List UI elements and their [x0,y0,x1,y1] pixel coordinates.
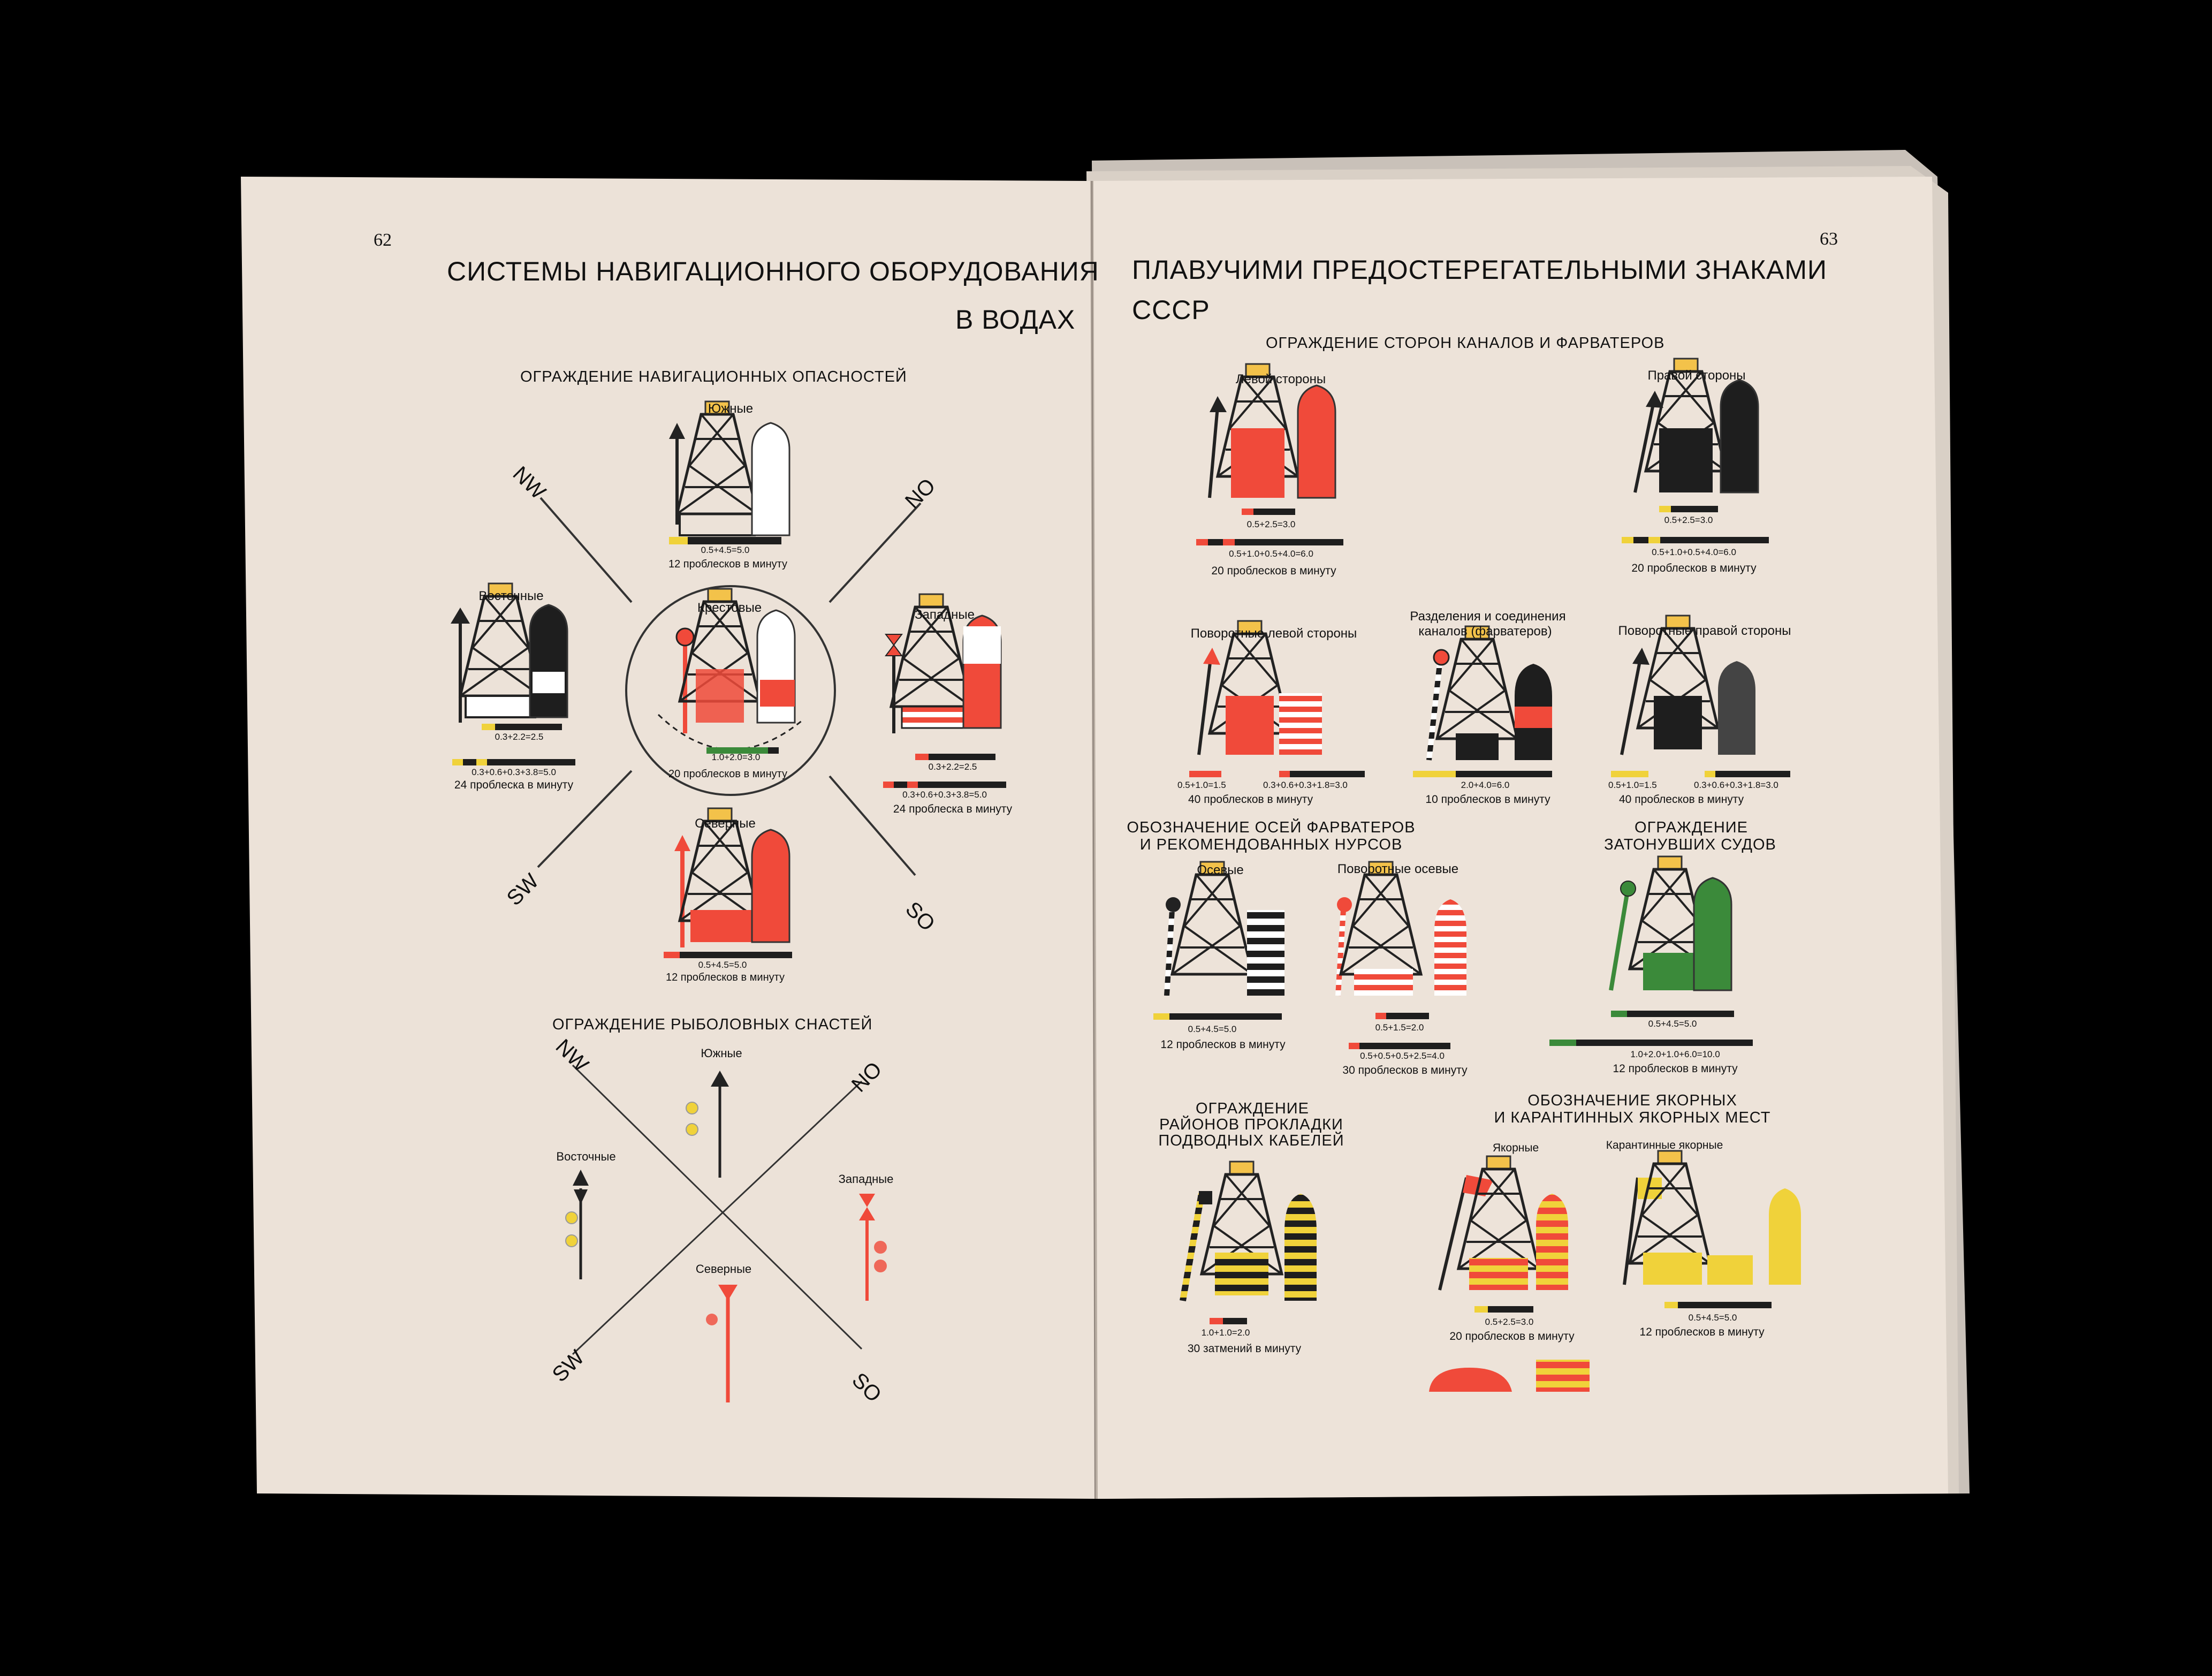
section-fishing-title: ОГРАЖДЕНИЕ РЫБОЛОВНЫХ СНАСТЕЙ [552,1016,873,1033]
turn-left-label: Поворотные левой стороны [1190,626,1357,641]
west-flashes: 24 проблеска в минуту [893,803,1013,815]
title-right-line1: ПЛАВУЧИМИ ПРЕДОСТЕРЕГАТЕЛЬНЫМИ ЗНАКАМИ [1132,255,1827,285]
wrecks-title-line1: ОГРАЖДЕНИЕ [1635,819,1748,836]
fishing-north-label: Северные [695,1262,752,1276]
right-side-flashes: 20 проблесков в минуту [1631,562,1757,574]
east-code2: 0.3+0.6+0.3+3.8=5.0 [472,767,556,777]
cables-code: 1.0+1.0=2.0 [1201,1328,1250,1338]
cross-flashes: 20 проблесков в минуту [668,768,788,780]
page-number-right: 63 [1820,229,1838,249]
direction-no: NO [900,474,940,513]
west-code2: 0.3+0.6+0.3+3.8=5.0 [902,790,987,800]
cables-title-line2: РАЙОНОВ ПРОКЛАДКИ [1159,1116,1343,1133]
turn-left-flashes: 40 проблесков в минуту [1188,793,1313,806]
left-side-code2: 0.5+1.0+0.5+4.0=6.0 [1229,549,1313,559]
south-code: 0.5+4.5=5.0 [701,545,750,555]
channels-title: ОГРАЖДЕНИЕ СТОРОН КАНАЛОВ И ФАРВАТЕРОВ [1266,335,1665,352]
west-label: Западные [914,608,975,622]
direction-nw: NW [508,462,550,504]
anchor-label: Якорные [1492,1142,1539,1154]
fishing-direction-so: SO [847,1368,886,1407]
wrecks-flashes: 12 проблесков в минуту [1613,1063,1738,1075]
turn-axial-code1: 0.5+1.5=2.0 [1375,1022,1424,1033]
turn-right-code2: 0.3+0.6+0.3+1.8=3.0 [1694,780,1778,790]
wrecks-code1: 0.5+4.5=5.0 [1648,1019,1697,1029]
north-code: 0.5+4.5=5.0 [698,960,747,970]
title-left-line2: В ВОДАХ [955,305,1076,335]
east-code1: 0.3+2.2=2.5 [495,732,544,742]
axial-flashes: 12 проблесков в минуту [1160,1038,1286,1051]
fishing-south-label: Южные [701,1046,742,1060]
junction-label1: Разделения и соединения [1410,609,1566,624]
west-code1: 0.3+2.2=2.5 [928,762,977,772]
turn-axial-label: Поворотные осевые [1337,862,1459,876]
fishing-west-label: Западные [838,1172,894,1186]
axial-label: Осевые [1197,863,1244,877]
right-side-code1: 0.5+2.5=3.0 [1664,515,1713,525]
axial-code: 0.5+4.5=5.0 [1188,1024,1237,1034]
turn-axial-code2: 0.5+0.5+0.5+2.5=4.0 [1360,1051,1445,1061]
cross-code: 1.0+2.0=3.0 [711,752,761,762]
south-flashes: 12 проблесков в минуту [668,558,788,570]
section-dangers-title: ОГРАЖДЕНИЕ НАВИГАЦИОННЫХ ОПАСНОСТЕЙ [520,368,907,385]
turn-axial-flashes: 30 проблесков в минуту [1342,1064,1468,1076]
fishing-direction-sw: SW [548,1345,589,1387]
right-side-code2: 0.5+1.0+0.5+4.0=6.0 [1652,547,1736,557]
quarantine-code: 0.5+4.5=5.0 [1688,1313,1737,1323]
left-side-label: Левой стороны [1235,372,1326,386]
north-label: Северные [695,816,756,831]
direction-sw: SW [502,869,544,911]
right-side-label: Правой стороны [1647,368,1746,383]
left-side-flashes: 20 проблесков в минуту [1211,565,1336,577]
cross-label: Крестовые [697,601,762,615]
quarantine-label: Карантинные якорные [1606,1139,1723,1151]
quarantine-flashes: 12 проблесков в минуту [1639,1326,1765,1338]
title-right-line2: СССР [1132,295,1210,325]
junction-code: 2.0+4.0=6.0 [1461,780,1510,790]
anchor-title-line1: ОБОЗНАЧЕНИЕ ЯКОРНЫХ [1527,1092,1737,1109]
turn-left-code1: 0.5+1.0=1.5 [1177,780,1226,790]
junction-label2: каналов (фарватеров) [1418,624,1552,639]
page-number-left: 62 [374,230,392,250]
anchor-title-line2: И КАРАНТИННЫХ ЯКОРНЫХ МЕСТ [1494,1109,1771,1126]
east-flashes: 24 проблеска в минуту [454,779,574,791]
wrecks-title-line2: ЗАТОНУВШИХ СУДОВ [1604,836,1776,853]
turn-left-code2: 0.3+0.6+0.3+1.8=3.0 [1263,780,1348,790]
cables-title-line1: ОГРАЖДЕНИЕ [1196,1100,1309,1117]
fishing-east-label: Восточные [556,1150,616,1163]
north-flashes: 12 проблесков в минуту [665,972,785,983]
cables-title-line3: ПОДВОДНЫХ КАБЕЛЕЙ [1158,1132,1344,1149]
axes-title-line1: ОБОЗНАЧЕНИЕ ОСЕЙ ФАРВАТЕРОВ [1127,819,1416,836]
wrecks-code2: 1.0+2.0+1.0+6.0=10.0 [1630,1049,1720,1059]
anchor-code: 0.5+2.5=3.0 [1485,1317,1534,1327]
cables-flashes: 30 затмений в минуту [1187,1343,1302,1355]
left-side-code1: 0.5+2.5=3.0 [1246,519,1296,529]
turn-right-code1: 0.5+1.0=1.5 [1608,780,1657,790]
anchor-flashes: 20 проблесков в минуту [1449,1330,1575,1343]
fishing-direction-no: NO [847,1057,887,1097]
axes-title-line2: И РЕКОМЕНДОВАННЫХ НУРСОВ [1139,836,1403,853]
south-label: Южные [708,401,754,416]
turn-right-label: Поворотные правой стороны [1618,624,1791,638]
east-label: Восточные [478,589,544,603]
turn-right-flashes: 40 проблесков в минуту [1619,793,1744,806]
fishing-direction-nw: NW [551,1035,593,1077]
direction-so: SO [901,897,940,936]
junction-flashes: 10 проблесков в минуту [1425,793,1550,806]
title-left-line1: СИСТЕМЫ НАВИГАЦИОННОГО ОБОРУДОВАНИЯ [447,256,1099,286]
